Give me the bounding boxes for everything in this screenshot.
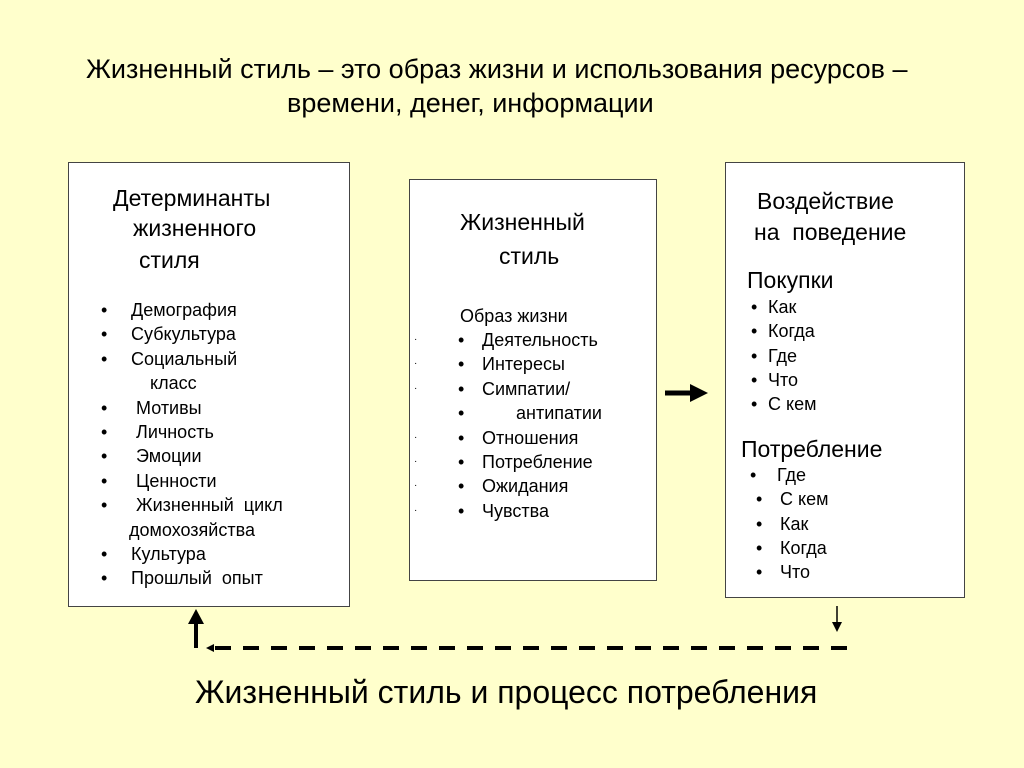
bullet: • (751, 297, 758, 317)
list-item (69, 518, 283, 542)
title-line-2: времени, денег, информации (287, 88, 654, 118)
list-item (410, 401, 602, 425)
bullet: • (756, 562, 763, 583)
lifestyle-heading-line-2: стиль (499, 243, 560, 269)
right-arrow-icon (665, 384, 708, 402)
list-item (410, 377, 602, 401)
bullet: • (458, 500, 465, 521)
list-item-label: Как (768, 297, 797, 317)
list-item-label: Когда (780, 537, 827, 558)
bullet: • (751, 369, 758, 390)
list-item-label: Где (772, 465, 807, 485)
list-item-label: Когда (768, 321, 815, 342)
list-item-label: Что (768, 369, 799, 390)
purchases-title: Покупки (747, 267, 834, 293)
dot-marker: · (414, 480, 418, 492)
list-item (69, 566, 283, 590)
list-item-label: Что (780, 562, 811, 583)
list-item-label: Как (780, 513, 809, 534)
list-item-label: Ожидания (482, 476, 569, 497)
consumption-title: Потребление (741, 436, 883, 462)
list-item (410, 328, 602, 352)
list-item (726, 295, 816, 319)
bullet: • (458, 403, 465, 424)
up-arrow-icon (188, 609, 204, 648)
list-item-label: Социальный (131, 348, 238, 369)
bullet: • (101, 495, 108, 516)
list-item-label: Культура (131, 543, 206, 564)
list-item (410, 474, 602, 498)
bullet: • (458, 427, 465, 448)
list-item (410, 450, 602, 474)
list-item (69, 420, 283, 444)
list-item-label: Интересы (482, 354, 565, 375)
title-line-1: Жизненный стиль – это образ жизни и использования ресурсов – (86, 54, 908, 84)
bullet: • (751, 321, 758, 342)
bullet: • (458, 378, 465, 399)
bullet: • (101, 568, 108, 589)
list-item (726, 463, 828, 487)
list-item (69, 347, 283, 371)
list-item-label: Чувства (482, 500, 549, 521)
down-arrow-icon (832, 606, 842, 632)
behavior-heading-line-1: Воздействие (757, 188, 894, 214)
list-item (726, 487, 828, 511)
list-item (726, 368, 816, 392)
list-item-label: Жизненный цикл (131, 495, 283, 516)
list-item-label: Мотивы (131, 397, 202, 418)
list-item-label: Отношения (482, 427, 579, 448)
bullet: • (101, 446, 108, 467)
dot-marker: · (414, 504, 418, 516)
bullet: • (756, 489, 763, 510)
behavior-box (725, 162, 965, 598)
list-item (69, 493, 283, 517)
list-item-label: домохозяйства (129, 519, 255, 540)
bullet: • (751, 394, 758, 415)
list-item-label: Прошлый опыт (131, 568, 263, 589)
bullet: • (101, 470, 108, 491)
list-item (69, 444, 283, 468)
list-item (410, 352, 602, 376)
dot-marker: · (414, 431, 418, 443)
bullet: • (101, 421, 108, 442)
dot-marker: · (414, 358, 418, 370)
bullet: • (101, 543, 108, 564)
determinants-heading-line-1: Детерминанты (113, 185, 271, 211)
purchases-list (726, 295, 816, 416)
consumption-list (726, 463, 828, 584)
dot-marker: · (414, 334, 418, 345)
list-item-label: Деятельность (482, 330, 598, 350)
behavior-heading-line-2: на поведение (754, 219, 907, 245)
lifestyle-list (410, 328, 602, 523)
bullet: • (458, 476, 465, 497)
list-item-label: Демография (131, 300, 237, 320)
bullet: • (750, 465, 757, 485)
list-item-label: Личность (131, 421, 214, 442)
list-item (726, 392, 816, 416)
list-item-label: антипатии (516, 403, 602, 424)
dot-marker: · (414, 382, 418, 394)
list-item (69, 322, 283, 346)
list-item-label: Потребление (482, 451, 593, 472)
bullet: • (101, 397, 108, 418)
list-item (69, 371, 283, 395)
dot-marker: · (414, 455, 418, 467)
lifestyle-box (409, 179, 657, 581)
list-item (69, 469, 283, 493)
bullet: • (458, 330, 465, 350)
list-item (69, 298, 283, 322)
list-item-label: С кем (768, 394, 817, 415)
determinants-box (68, 162, 350, 607)
bullet: • (756, 513, 763, 534)
list-item-label: Эмоции (131, 446, 202, 467)
lifestyle-heading-line-1: Жизненный (460, 209, 585, 235)
list-item-label: С кем (780, 489, 829, 510)
list-item (726, 536, 828, 560)
bullet: • (101, 324, 108, 345)
list-item (69, 396, 283, 420)
bullet: • (101, 300, 108, 320)
list-item (726, 319, 816, 343)
lifestyle-subheading: Образ жизни (460, 306, 568, 326)
list-item (726, 512, 828, 536)
list-item (69, 542, 283, 566)
bullet: • (751, 345, 758, 366)
determinants-heading-line-2: жизненного (133, 215, 257, 241)
list-item (410, 499, 602, 523)
list-item-label: Ценности (131, 470, 217, 491)
bullet: • (458, 451, 465, 472)
list-item-label: Симпатии/ (482, 378, 571, 399)
determinants-heading-line-3: стиля (139, 247, 200, 273)
list-item (726, 560, 828, 584)
bullet: • (458, 354, 465, 375)
left-arrowhead-icon (206, 644, 214, 652)
list-item (726, 344, 816, 368)
bottom-caption: Жизненный стиль и процесс потребления (195, 674, 818, 710)
bullet: • (756, 537, 763, 558)
list-item (410, 426, 602, 450)
bullet: • (101, 348, 108, 369)
list-item-label: Где (768, 345, 798, 366)
determinants-list (69, 298, 283, 591)
list-item-label: Субкультура (131, 324, 236, 345)
list-item-label: класс (150, 373, 197, 394)
